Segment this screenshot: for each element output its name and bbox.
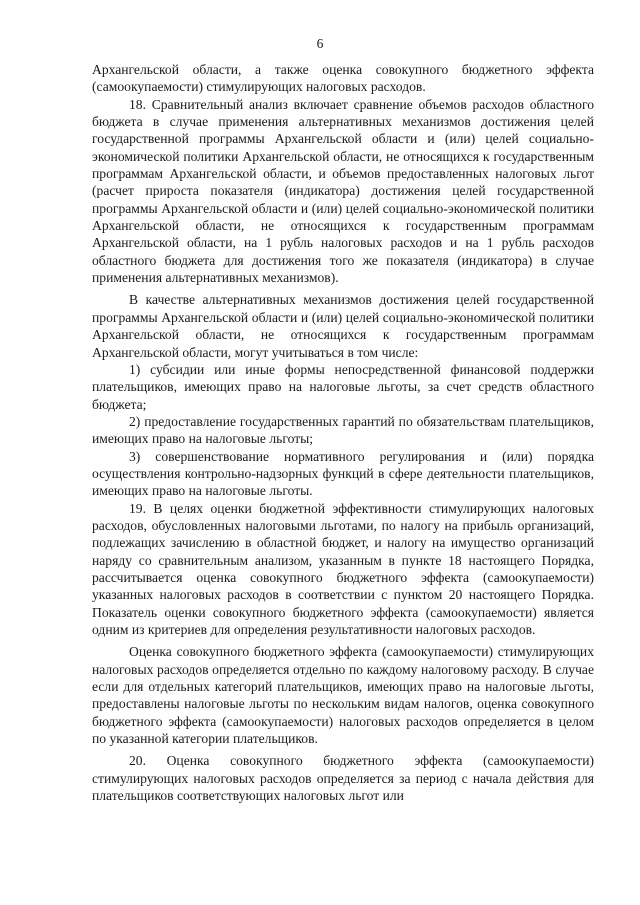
list-item-guarantees: 2) предоставление государственных гарантий по обязательствам плательщиков, имеющих право на налоговые льготы; — [92, 413, 594, 447]
list-item-regulation: 3) совершенствование нормативного регулирования и (или) порядка осуществления контрольно-надзорных функций в сфере деятельности плательщиков, имеющих право на налоговые льготы. — [92, 448, 594, 499]
paragraph-item-20: 20. Оценка совокупного бюджетного эффекта (самоокупаемости) стимулирующих налоговых расходов определяется за период с начала действия для плательщиков соответствующих налоговых льгот или — [92, 753, 594, 804]
document-body — [92, 61, 594, 804]
paragraph-item-19: 19. В целях оценки бюджетной эффективности стимулирующих налоговых расходов, обусловленных налоговыми льготами, по налогу на прибыль организаций, подлежащих зачислению в областной бюджет, и налогу на имущество организаций наряду со сравнительным анализом, указанным в пункте 18 настоящего Порядка, рассчитывается оценка совокупного бюджетного эффекта (самоокупаемости) указанных налоговых расходов в соответствии с пунктом 20 настоящего Порядка. Показатель оценки совокупного бюджетного эффекта (самоокупаемости) является одним из критериев для определения результативности налоговых расходов. — [92, 500, 594, 637]
list-item-subsidies: 1) субсидии или иные формы непосредственной финансовой поддержки плательщиков, имеющих право на налоговые льготы, за счет средств областного бюджета; — [92, 361, 594, 412]
paragraph-continued: Архангельской области, а также оценка совокупного бюджетного эффекта (самоокупаемости) стимулирующих налоговых расходов. — [92, 62, 594, 95]
paragraph-alternatives-intro: В качестве альтернативных механизмов достижения целей государственной программы Архангельской области и (или) целей социально-экономической политики Архангельской области, не относящихся к государственным программам Архангельской области, могут учитываться в том числе: — [92, 292, 594, 360]
page-number: 6 — [316, 36, 324, 51]
paragraph-item-18: 18. Сравнительный анализ включает сравнение объемов расходов областного бюджета в случае применения альтернативных механизмов достижения целей государственной программы Архангельской области и (или) целей социально-экономической политики Архангельской области, не относящихся к государственным программам Архангельской области, и объемов предоставленных налоговых льгот (расчет прироста показателя (индикатора) достижения целей государственной программы Архангельской области и (или) целей социально-экономической политики Архангельской области, не относящихся к государственным программам Архангельской области, на 1 рубль налоговых расходов и на 1 рубль расходов областного бюджета для достижения того же показателя (индикатора) в случае применения альтернативных механизмов). — [92, 96, 594, 286]
paragraph-assessment: Оценка совокупного бюджетного эффекта (самоокупаемости) стимулирующих налоговых расходов определяется отдельно по каждому налоговому расходу. В случае если для отдельных категорий плательщиков, имеющих право на налоговые льготы, предоставлены налоговые льготы по нескольким видам налогов, оценка совокупного бюджетного эффекта (самоокупаемости) налоговых расходов определяется в целом по указанной категории плательщиков. — [92, 644, 594, 747]
